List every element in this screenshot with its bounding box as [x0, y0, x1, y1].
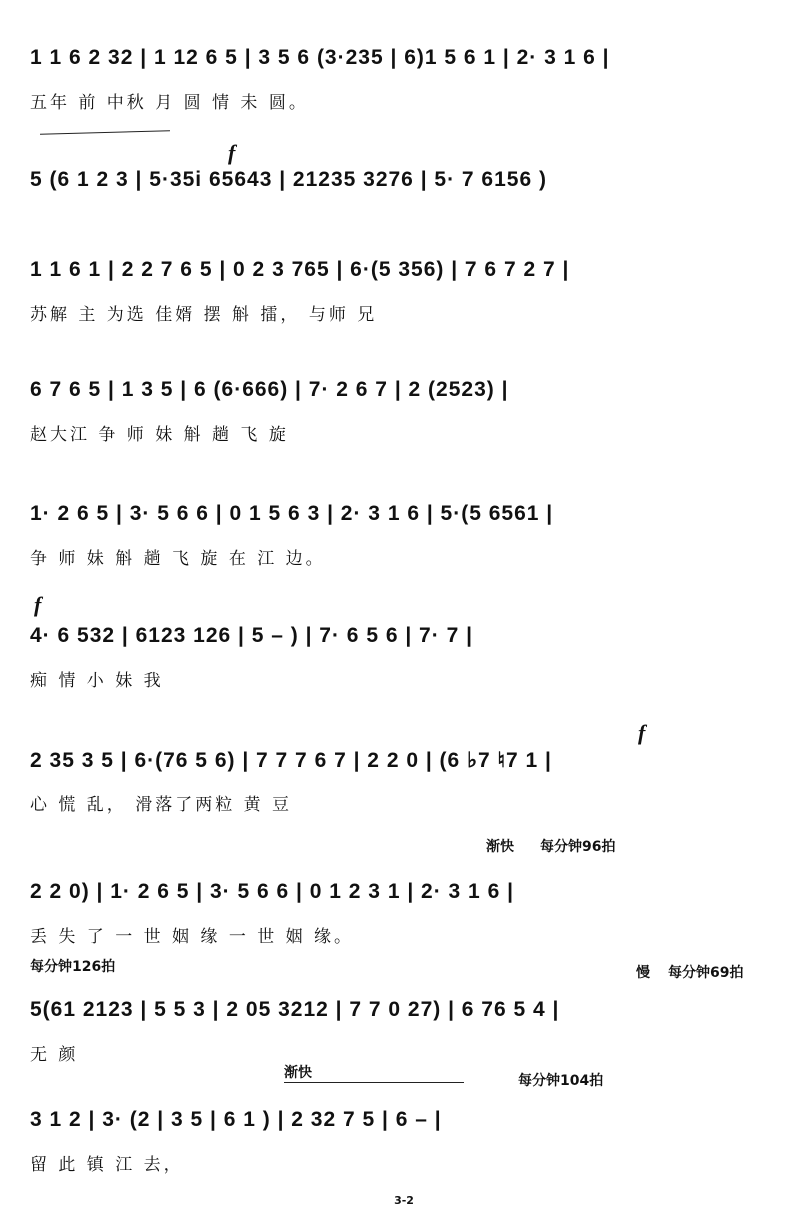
notation-line: 1 1 6 1 | 2 2 7 6 5 | 0 2 3 765 | 6·(5 356) | 7 6 7 2 7 | — [30, 258, 570, 281]
tempo-marking: 每分钟126拍 — [30, 959, 116, 975]
lyrics-line: 留 此 镇 江 去， — [30, 1155, 184, 1175]
lyrics-line: 五年 前 中秋 月 圆 情 未 圆。 — [30, 93, 309, 113]
notation-line: 3 1 2 | 3· (2 | 3 5 | 6 1 ) | 2 32 7 5 | 6 – | — [30, 1108, 442, 1131]
dynamic-forte: f — [34, 592, 42, 617]
notation-line: 5 (6 1 2 3 | 5·35i 65643 | 21235 3276 | 5· 7 6156 ) — [30, 168, 547, 191]
notation-line: 1· 2 6 5 | 3· 5 6 6 | 0 1 5 6 3 | 2· 3 1 6 | 5·(5 6561 | — [30, 502, 554, 525]
lyrics-line: 争 师 妹 斛 趟 飞 旋 在 江 边。 — [30, 549, 326, 569]
lyrics-line: 痴 情 小 妹 我 — [30, 671, 164, 691]
lyrics-line: 心 慌 乱， 滑落了两粒 黄 豆 — [30, 795, 293, 815]
lyrics-line: 无 颜 — [30, 1045, 79, 1065]
page-number: 3-2 — [394, 1194, 414, 1207]
dynamic-forte: f — [638, 720, 646, 745]
notation-line: 2 2 0) | 1· 2 6 5 | 3· 5 6 6 | 0 1 2 3 1 | 2· 3 1 6 | — [30, 880, 514, 903]
tempo-marking: 每分钟69拍 — [668, 965, 744, 981]
lyrics-line: 赵大江 争 师 妹 斛 趟 飞 旋 — [30, 425, 289, 445]
notation-line: 4· 6 532 | 6123 126 | 5 – ) | 7· 6 5 6 | 7· 7 | — [30, 624, 473, 647]
lyrics-line: 丢 失 了 一 世 姻 缘 一 世 姻 缘。 — [30, 927, 355, 947]
notation-line: 5(61 2123 | 5 5 3 | 2 05 3212 | 7 7 0 27) | 6 76 5 4 | — [30, 998, 560, 1021]
notation-line: 2 35 3 5 | 6·(76 5 6) | 7 7 7 6 7 | 2 2 0 | (6 ♭7 ♮7 1 | — [30, 749, 552, 772]
notation-line: 1 1 6 2 32 | 1 12 6 5 | 3 5 6 (3·235 | 6)1 5 6 1 | 2· 3 1 6 | — [30, 46, 610, 69]
crescendo-mark — [40, 130, 170, 134]
accelerando-line — [284, 1082, 464, 1083]
tempo-slow: 慢 — [636, 965, 650, 981]
tempo-accelerando: 渐快 — [486, 839, 514, 855]
notation-line: 6 7 6 5 | 1 3 5 | 6 (6·666) | 7· 2 6 7 | 2 (2523) | — [30, 378, 509, 401]
tempo-marking: 每分钟104拍 — [518, 1073, 604, 1089]
tempo-marking: 每分钟96拍 — [540, 839, 616, 855]
dynamic-forte: f — [228, 140, 236, 165]
lyrics-line: 苏解 主 为选 佳婿 摆 斛 擂， 与师 兄 — [30, 305, 378, 325]
tempo-accelerando: 渐快 — [284, 1065, 312, 1081]
